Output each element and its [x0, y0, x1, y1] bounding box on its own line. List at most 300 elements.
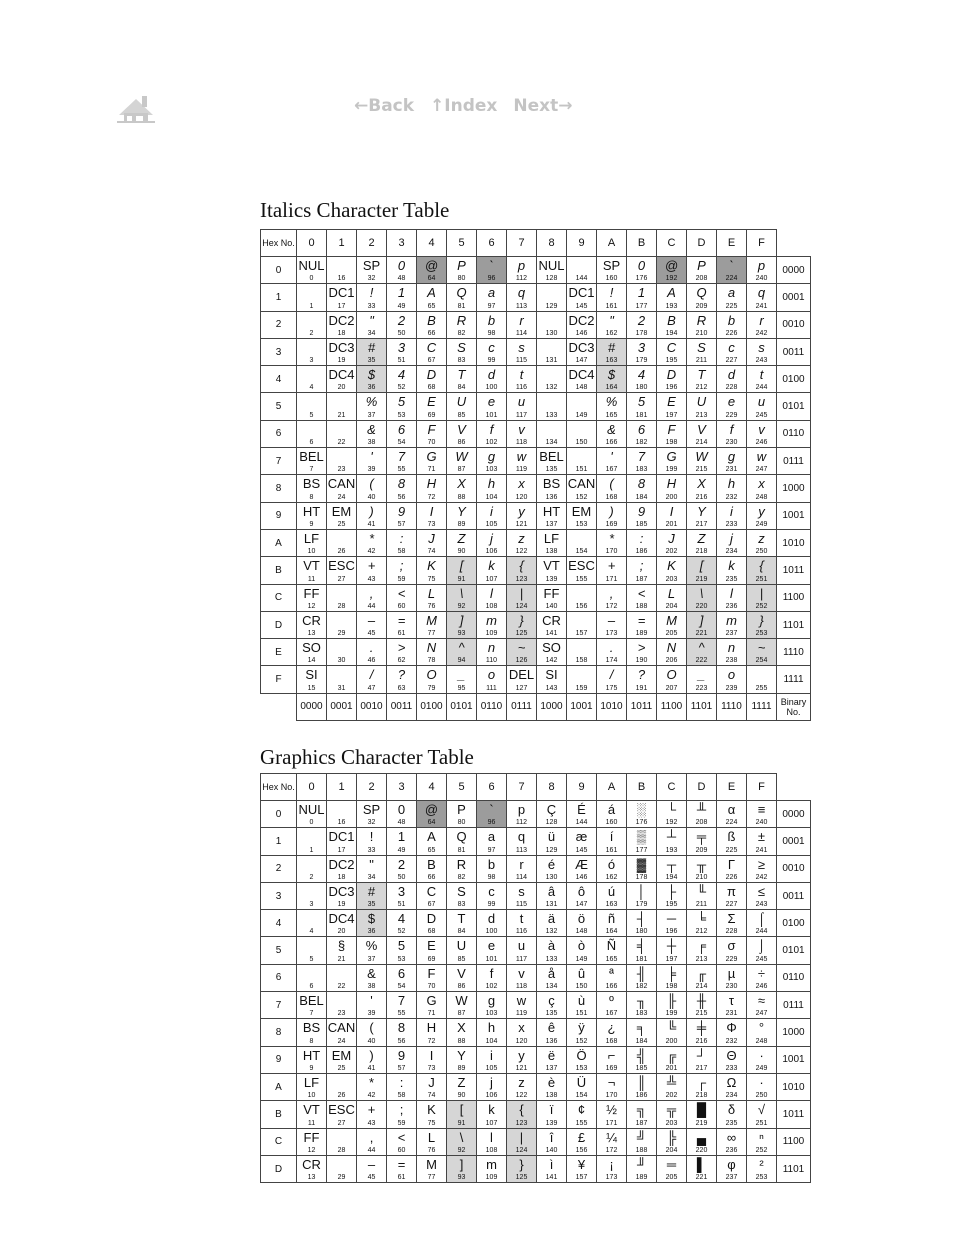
- table-row: [261, 1019, 811, 1046]
- char-glyph: ╨: [696, 802, 707, 817]
- char-code: 247: [755, 466, 768, 474]
- char-cell: [657, 855, 687, 882]
- char-glyph: 2: [397, 312, 406, 328]
- char-glyph: ║: [636, 1074, 647, 1090]
- char-code: 57: [397, 1064, 406, 1072]
- char-cell: [387, 964, 417, 991]
- char-code: 1: [309, 846, 314, 854]
- char-glyph: X: [697, 476, 706, 492]
- char-code: 61: [397, 630, 406, 638]
- char-cell: [657, 1046, 687, 1073]
- char-glyph: x: [518, 476, 525, 492]
- char-glyph: VT: [303, 558, 320, 574]
- char-glyph: ╔: [666, 1047, 677, 1063]
- char-glyph: B: [427, 856, 436, 872]
- char-code: 71: [427, 466, 436, 474]
- row-header: 1: [261, 284, 297, 311]
- char-glyph: ⌡: [757, 938, 766, 954]
- column-binary: 0101: [447, 693, 477, 720]
- char-code: 204: [665, 602, 678, 610]
- row-header: 0: [261, 801, 297, 828]
- char-code: 41: [367, 520, 376, 528]
- char-glyph: &: [367, 965, 376, 981]
- char-glyph: h: [727, 476, 736, 492]
- char-glyph: █: [696, 1102, 707, 1118]
- back-link[interactable]: ←Back: [354, 96, 415, 116]
- char-cell: [747, 937, 777, 964]
- char-code: 196: [665, 384, 678, 392]
- char-glyph: T: [457, 911, 466, 927]
- char-code: 78: [427, 657, 436, 665]
- char-cell: [657, 910, 687, 937]
- char-cell: [627, 964, 657, 991]
- char-code: 186: [635, 548, 648, 556]
- char-code: 0: [309, 819, 314, 827]
- char-code: 95: [457, 684, 466, 692]
- char-glyph: 0: [397, 802, 406, 817]
- char-code: 148: [575, 928, 588, 936]
- char-glyph: A: [667, 285, 676, 301]
- char-cell: [447, 855, 477, 882]
- row-binary: 1110: [777, 639, 811, 666]
- char-cell: [477, 855, 507, 882]
- char-cell: [357, 828, 387, 855]
- row-header: A: [261, 1073, 297, 1100]
- char-code: 53: [397, 411, 406, 419]
- char-glyph: $: [607, 367, 616, 383]
- char-code: 103: [485, 1010, 498, 1018]
- char-code: 192: [665, 819, 678, 827]
- char-code: 172: [605, 1146, 618, 1154]
- char-glyph: :: [639, 530, 644, 546]
- char-code: 3: [309, 901, 314, 909]
- char-code: 84: [457, 928, 466, 936]
- char-code: 179: [635, 357, 648, 365]
- char-code: 197: [665, 411, 678, 419]
- char-code: 4: [309, 384, 314, 392]
- char-cell: [477, 1073, 507, 1100]
- char-code: 214: [695, 439, 708, 447]
- char-code: 213: [695, 411, 708, 419]
- char-code: 0: [309, 275, 314, 283]
- next-link[interactable]: Next→: [513, 96, 573, 116]
- char-code: 23: [337, 1010, 346, 1018]
- char-code: 46: [367, 657, 376, 665]
- char-glyph: a: [487, 829, 496, 845]
- char-glyph: f: [489, 965, 494, 981]
- char-cell: [447, 1155, 477, 1182]
- char-glyph: }: [759, 612, 764, 628]
- char-code: 243: [755, 901, 768, 909]
- char-glyph: SI: [305, 667, 318, 683]
- char-glyph: U: [456, 394, 467, 410]
- char-cell: [387, 828, 417, 855]
- char-code: 121: [515, 520, 528, 528]
- char-code: 218: [695, 1092, 708, 1100]
- char-glyph: 7: [397, 993, 406, 1009]
- char-code: 32: [367, 275, 376, 283]
- char-cell: [657, 1155, 687, 1182]
- char-glyph: l: [730, 585, 733, 601]
- index-link[interactable]: ↑Index: [430, 96, 498, 116]
- char-glyph: q: [517, 829, 526, 845]
- column-header: 4: [417, 774, 447, 801]
- char-code: 105: [485, 1064, 498, 1072]
- char-glyph: &: [607, 421, 616, 437]
- char-cell: [747, 1019, 777, 1046]
- char-code: 146: [575, 329, 588, 337]
- char-code: 226: [725, 873, 738, 881]
- char-glyph: <: [397, 1129, 406, 1145]
- char-code: 131: [545, 357, 558, 365]
- char-cell: [327, 1019, 357, 1046]
- column-header: E: [717, 230, 747, 257]
- char-cell: [657, 1019, 687, 1046]
- char-glyph: 9: [637, 503, 646, 519]
- char-cell: [357, 1073, 387, 1100]
- char-code: 212: [695, 384, 708, 392]
- char-glyph: SP: [602, 258, 621, 273]
- char-cell: [537, 828, 567, 855]
- char-cell: [687, 855, 717, 882]
- char-glyph: !: [609, 285, 614, 301]
- char-glyph: =: [637, 612, 646, 628]
- char-cell: [627, 801, 657, 828]
- column-header: 9: [567, 230, 597, 257]
- char-cell: [537, 910, 567, 937]
- char-cell: [327, 801, 357, 828]
- char-glyph: /: [369, 667, 374, 683]
- char-glyph: à: [547, 938, 556, 954]
- char-code: 171: [605, 575, 618, 583]
- char-glyph: E: [427, 938, 436, 954]
- char-code: 66: [427, 873, 436, 881]
- char-glyph: \: [699, 585, 704, 601]
- char-code: 235: [725, 1119, 738, 1127]
- row-header: D: [261, 611, 297, 638]
- char-glyph: ,: [369, 1129, 374, 1145]
- char-cell: [297, 1019, 327, 1046]
- char-code: 20: [337, 384, 346, 392]
- char-glyph: 6: [637, 421, 646, 437]
- row-binary: 0010: [777, 855, 811, 882]
- char-glyph: ╙: [696, 883, 707, 899]
- char-code: 229: [725, 411, 738, 419]
- char-code: 245: [755, 411, 768, 419]
- char-glyph: x: [758, 476, 765, 492]
- char-glyph: F: [427, 965, 436, 981]
- char-glyph: î: [549, 1129, 554, 1145]
- char-glyph: [: [699, 558, 704, 574]
- char-code: 140: [545, 602, 558, 610]
- char-glyph: w: [516, 993, 527, 1009]
- char-glyph: l: [490, 585, 493, 601]
- char-glyph: ]: [459, 612, 464, 628]
- char-code: 106: [485, 548, 498, 556]
- char-glyph: v: [758, 421, 765, 437]
- char-glyph: 6: [397, 965, 406, 981]
- char-code: 127: [515, 684, 528, 692]
- char-glyph: í: [609, 829, 614, 845]
- char-glyph: *: [368, 530, 375, 546]
- char-cell: [717, 1073, 747, 1100]
- char-glyph: =: [397, 612, 406, 628]
- char-cell: [567, 964, 597, 991]
- char-glyph: CR: [302, 612, 321, 628]
- char-code: 104: [485, 1037, 498, 1045]
- char-code: 112: [515, 275, 528, 283]
- char-code: 193: [665, 846, 678, 854]
- char-glyph: DC2: [328, 856, 355, 872]
- char-cell: [567, 937, 597, 964]
- char-cell: [357, 937, 387, 964]
- column-header: B: [627, 774, 657, 801]
- char-code: 43: [367, 1119, 376, 1127]
- char-cell: [597, 1128, 627, 1155]
- char-code: 205: [665, 1174, 678, 1182]
- char-glyph: U: [456, 938, 467, 954]
- char-glyph: A: [427, 285, 436, 301]
- row-binary: 0010: [777, 311, 811, 338]
- char-code: 19: [337, 901, 346, 909]
- char-cell: [687, 992, 717, 1019]
- char-cell: [597, 937, 627, 964]
- char-cell: [387, 992, 417, 1019]
- char-code: 75: [427, 1119, 436, 1127]
- column-header: F: [747, 774, 777, 801]
- char-code: 118: [515, 983, 528, 991]
- char-code: 28: [337, 602, 346, 610]
- char-code: 217: [695, 520, 708, 528]
- char-code: 96: [487, 275, 496, 283]
- char-glyph: x: [518, 1020, 525, 1036]
- char-glyph: ┼: [666, 938, 677, 954]
- char-code: 36: [367, 928, 376, 936]
- char-code: 163: [605, 901, 618, 909]
- char-glyph: ]: [459, 1156, 464, 1172]
- char-glyph: ╕: [636, 1020, 647, 1036]
- char-glyph: p: [517, 802, 526, 817]
- char-glyph: └: [666, 802, 677, 817]
- char-code: 68: [427, 928, 436, 936]
- char-code: 88: [457, 493, 466, 501]
- char-glyph: Q: [456, 285, 467, 301]
- char-code: 131: [545, 901, 558, 909]
- char-glyph: (: [609, 476, 614, 492]
- char-glyph: W: [695, 449, 708, 465]
- char-glyph: ¡: [609, 1156, 614, 1172]
- char-code: 91: [457, 575, 466, 583]
- char-glyph: 4: [397, 367, 406, 383]
- char-code: 125: [515, 1174, 528, 1182]
- column-header: 7: [507, 230, 537, 257]
- column-header: 0: [297, 774, 327, 801]
- char-glyph: g: [487, 449, 496, 465]
- char-glyph: E: [427, 394, 436, 410]
- char-code: 241: [755, 302, 768, 310]
- char-glyph: ': [610, 449, 613, 465]
- char-code: 97: [487, 846, 496, 854]
- char-cell: [627, 910, 657, 937]
- row-binary: 0111: [777, 448, 811, 475]
- char-cell: [417, 1155, 447, 1182]
- char-glyph: ╘: [696, 911, 707, 927]
- char-glyph: LF: [303, 530, 320, 546]
- table-row: [261, 992, 811, 1019]
- char-code: 7: [309, 466, 314, 474]
- char-glyph: ¢: [577, 1102, 586, 1118]
- char-glyph: ²: [759, 1156, 764, 1172]
- char-code: 255: [755, 684, 768, 692]
- char-glyph: ä: [547, 911, 556, 927]
- char-glyph: CAN: [567, 476, 596, 492]
- char-cell: [297, 1101, 327, 1128]
- char-glyph: }: [519, 1156, 524, 1172]
- char-glyph: ╢: [636, 965, 647, 981]
- char-code: 240: [755, 819, 768, 827]
- char-code: 13: [307, 630, 316, 638]
- char-glyph: ·: [759, 1074, 764, 1090]
- char-glyph: SO: [302, 640, 321, 656]
- char-glyph: DC2: [328, 312, 355, 328]
- char-cell: [477, 1101, 507, 1128]
- char-code: 30: [337, 657, 346, 665]
- char-code: 10: [307, 1092, 316, 1100]
- char-code: 221: [695, 630, 708, 638]
- row-header: 2: [261, 855, 297, 882]
- char-glyph: ┌: [696, 1074, 707, 1090]
- char-code: 2: [309, 873, 314, 881]
- column-header: 5: [447, 230, 477, 257]
- char-code: 194: [665, 873, 678, 881]
- char-code: 92: [457, 1146, 466, 1154]
- char-glyph: T: [457, 367, 466, 383]
- char-glyph: ├: [666, 883, 677, 899]
- char-code: 252: [755, 602, 768, 610]
- char-code: 158: [575, 657, 588, 665]
- char-glyph: ▓: [636, 856, 647, 872]
- char-code: 90: [457, 548, 466, 556]
- column-header: D: [687, 774, 717, 801]
- char-code: 230: [725, 983, 738, 991]
- char-cell: [387, 1128, 417, 1155]
- char-code: 252: [755, 1146, 768, 1154]
- char-code: 113: [515, 846, 528, 854]
- char-cell: [447, 1019, 477, 1046]
- char-glyph: /: [609, 667, 614, 683]
- char-glyph: ,: [369, 585, 374, 601]
- char-code: 137: [545, 520, 558, 528]
- char-glyph: v: [518, 965, 525, 981]
- char-code: 208: [695, 275, 708, 283]
- char-cell: [417, 828, 447, 855]
- char-code: 248: [755, 493, 768, 501]
- column-header: 2: [357, 230, 387, 257]
- char-glyph: %: [605, 394, 618, 410]
- char-glyph: ó: [607, 856, 616, 872]
- char-glyph: C: [426, 339, 437, 355]
- char-glyph: ]: [699, 612, 704, 628]
- char-cell: [387, 1155, 417, 1182]
- char-code: 181: [635, 411, 648, 419]
- char-glyph: ▒: [636, 829, 647, 845]
- char-cell: [357, 1128, 387, 1155]
- char-glyph: f: [729, 421, 734, 437]
- char-code: 9: [309, 1064, 314, 1072]
- char-code: 91: [457, 1119, 466, 1127]
- row-binary: 0000: [777, 801, 811, 828]
- char-code: 71: [427, 1010, 436, 1018]
- char-code: 220: [695, 1146, 708, 1154]
- char-glyph: %: [365, 938, 378, 954]
- char-glyph: !: [369, 285, 374, 301]
- char-code: 58: [397, 1092, 406, 1100]
- char-code: 140: [545, 1146, 558, 1154]
- char-code: 26: [337, 1092, 346, 1100]
- char-cell: [747, 1155, 777, 1182]
- char-cell: [597, 964, 627, 991]
- char-glyph: 0: [397, 258, 406, 273]
- char-code: 129: [545, 302, 558, 310]
- char-cell: [507, 828, 537, 855]
- char-code: 236: [725, 1146, 738, 1154]
- char-glyph: #: [367, 883, 376, 899]
- char-code: 253: [755, 630, 768, 638]
- char-code: 120: [515, 493, 528, 501]
- char-cell: [597, 1155, 627, 1182]
- char-cell: [567, 828, 597, 855]
- char-code: 171: [605, 1119, 618, 1127]
- char-glyph: s: [518, 339, 525, 355]
- row-header: 5: [261, 937, 297, 964]
- char-glyph: =: [397, 1156, 406, 1172]
- char-glyph: ¼: [606, 1129, 617, 1145]
- column-header: 1: [327, 230, 357, 257]
- char-code: 21: [337, 411, 346, 419]
- char-glyph: ▄: [696, 1129, 707, 1145]
- char-cell: [717, 1101, 747, 1128]
- char-code: 53: [397, 955, 406, 963]
- char-code: 230: [725, 439, 738, 447]
- char-glyph: t: [519, 367, 524, 383]
- char-code: 64: [427, 275, 436, 283]
- char-glyph: s: [518, 883, 525, 899]
- char-code: 251: [755, 1119, 768, 1127]
- char-cell: [717, 910, 747, 937]
- char-code: 56: [397, 493, 406, 501]
- char-cell: [687, 1128, 717, 1155]
- char-glyph: ⁿ: [759, 1129, 764, 1145]
- char-glyph: %: [365, 394, 378, 410]
- char-code: 49: [397, 302, 406, 310]
- char-glyph: Y: [457, 503, 466, 519]
- char-glyph: Ç: [546, 802, 557, 817]
- char-code: 72: [427, 493, 436, 501]
- graphics-character-table: [260, 773, 811, 1183]
- char-code: 237: [725, 1174, 738, 1182]
- char-glyph: M: [666, 612, 677, 628]
- char-code: 194: [665, 329, 678, 337]
- char-code: 129: [545, 846, 558, 854]
- char-glyph: k: [488, 1102, 495, 1118]
- char-code: 245: [755, 955, 768, 963]
- char-code: 135: [545, 466, 558, 474]
- char-code: 124: [515, 1146, 528, 1154]
- char-glyph: ö: [577, 911, 586, 927]
- char-code: 222: [695, 657, 708, 665]
- char-code: 138: [545, 548, 558, 556]
- char-glyph: G: [426, 449, 437, 465]
